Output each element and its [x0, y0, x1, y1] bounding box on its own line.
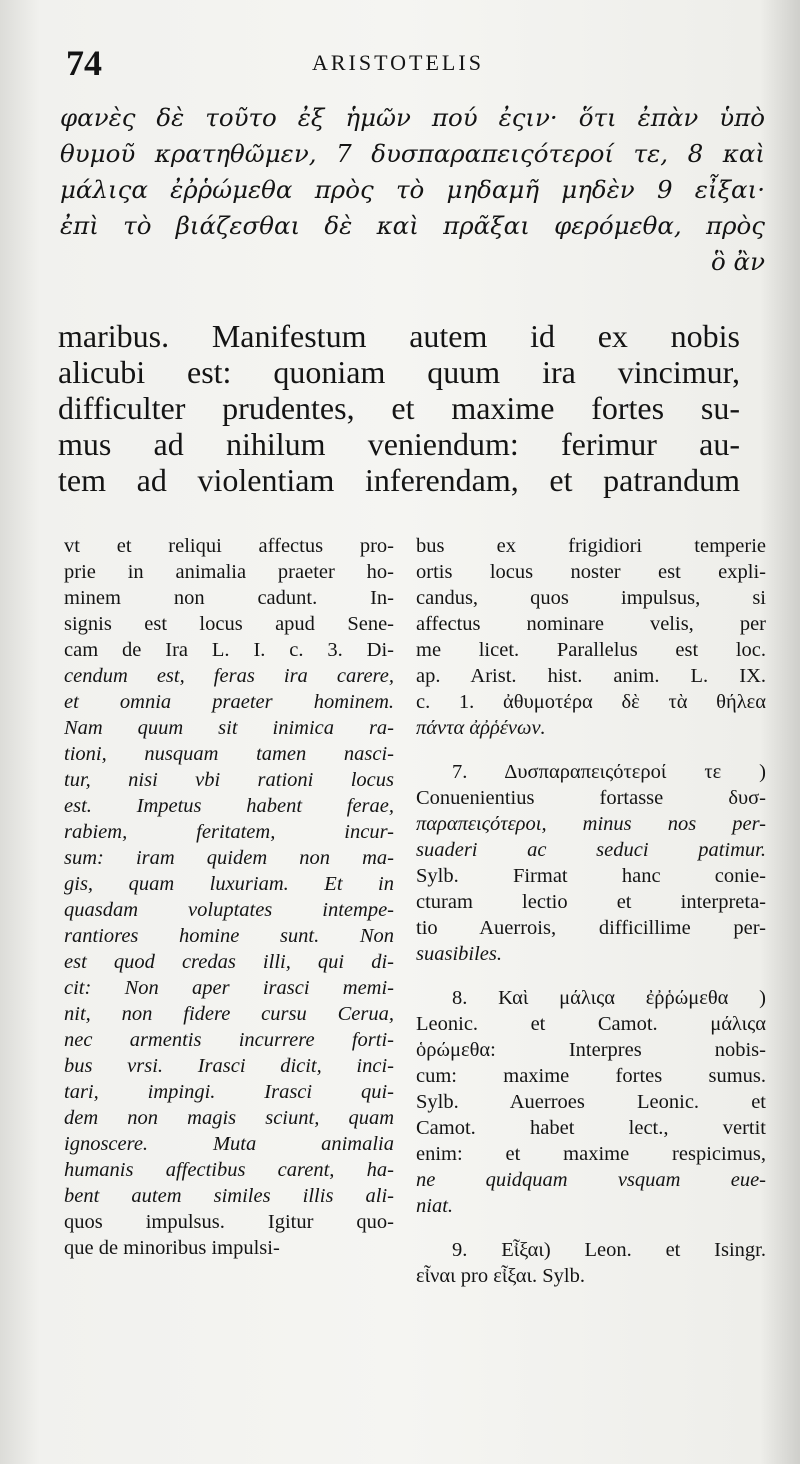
commentary-line: suaderi ac seduci patimur. — [416, 839, 766, 861]
running-title: ARISTOTELIS — [312, 50, 484, 75]
commentary-line: gis, quam luxuriam. Et in — [64, 873, 394, 895]
commentary-line: tari, impingi. Irasci qui- — [64, 1081, 394, 1103]
footnote-9-heading: 9. Εἶξαι) Leon. et Isingr. — [452, 1239, 766, 1261]
latin-translation-block — [58, 318, 740, 498]
commentary-line: et omnia praeter hominem. — [64, 691, 394, 713]
commentary-line: cum: maxime fortes sumus. — [416, 1065, 766, 1087]
page-header — [62, 42, 762, 82]
commentary-line: tio Auerrois, difficillime per- — [416, 917, 766, 939]
footnote-7-heading: 7. Δυσπαραπειςότεροί τε ) — [452, 761, 766, 783]
right-commentary-column — [416, 533, 766, 1289]
greek-line: φανὲς δὲ τοῦτο ἐξ ἡμῶν πού ἐςιν· ὅτι ἐπὰν ὑπὸ — [60, 103, 765, 132]
commentary-line: quos impulsus. Igitur quo- — [64, 1211, 394, 1233]
commentary-line: est quod credas illi, qui di- — [64, 951, 394, 973]
commentary-line: nec armentis incurrere forti- — [64, 1029, 394, 1051]
commentary-line: παραπειςότεροι, minus nos per- — [416, 813, 766, 835]
greek-line: μάλιςα ἐῤῥώμεθα πρὸς τὸ μηδαμῆ μηδὲν 9 εἶξαι· — [60, 175, 765, 204]
commentary-line: prie in animalia praeter ho- — [64, 561, 394, 583]
commentary-line: Sylb. Auerroes Leonic. et — [416, 1091, 766, 1113]
commentary-line: affectus nominare velis, per — [416, 613, 766, 635]
commentary-line: tur, nisi vbi rationi locus — [64, 769, 394, 791]
commentary-line: bent autem similes illis ali- — [64, 1185, 394, 1207]
commentary-line: bus vrsi. Irasci dicit, inci- — [64, 1055, 394, 1077]
commentary-line: dem non magis sciunt, quam — [64, 1107, 394, 1129]
note-spacer — [416, 967, 766, 985]
commentary-line: εἶναι pro εἶξαι. Sylb. — [416, 1265, 585, 1287]
commentary-line: vt et reliqui affectus pro- — [64, 535, 394, 557]
commentary-line: que de minoribus impulsi- — [64, 1237, 280, 1259]
commentary-line: enim: et maxime respicimus, — [416, 1143, 766, 1165]
commentary-line: tioni, nusquam tamen nasci- — [64, 743, 394, 765]
commentary-line: suasibiles. — [416, 943, 502, 965]
commentary-line: bus ex frigidiori temperie — [416, 535, 766, 557]
greek-text-block — [60, 100, 765, 280]
commentary-line: Conuenientius fortasse δυσ- — [416, 787, 766, 809]
commentary-line: me licet. Parallelus est loc. — [416, 639, 766, 661]
commentary-line: Nam quum sit inimica ra- — [64, 717, 394, 739]
latin-line: maribus. Manifestum autem id ex nobis — [58, 318, 740, 354]
commentary-line: rantiores homine sunt. Non — [64, 925, 394, 947]
commentary-line: πάντα ἀῤῥένων. — [416, 717, 546, 739]
latin-line: alicubi est: quoniam quum ira vincimur, — [58, 354, 740, 390]
commentary-line: nit, non fidere cursu Cerua, — [64, 1003, 394, 1025]
note-spacer — [416, 1219, 766, 1237]
commentary-line: est. Impetus habent ferae, — [64, 795, 394, 817]
commentary-line: ignoscere. Muta animalia — [64, 1133, 394, 1155]
commentary-line: candus, quos impulsus, si — [416, 587, 766, 609]
greek-line: ἐπὶ τὸ βιάζεσθαι δὲ καὶ πρᾶξαι φερόμεθα, πρὸς — [60, 211, 765, 240]
commentary-line: cendum est, feras ira carere, — [64, 665, 394, 687]
left-commentary-column — [64, 533, 394, 1261]
commentary-line: ὁρώμεθα: Interpres nobis- — [416, 1039, 766, 1061]
greek-line: θυμοῦ κρατηθῶμεν, 7 δυσπαραπειςότεροί τε, 8 καὶ — [60, 139, 765, 168]
latin-line: difficulter prudentes, et maxime fortes su- — [58, 390, 740, 426]
commentary-line: minem non cadunt. In- — [64, 587, 394, 609]
commentary-line: ne quidquam vsquam eue- — [416, 1169, 766, 1191]
commentary-line: ap. Arist. hist. anim. L. IX. — [416, 665, 766, 687]
commentary-line: Camot. habet lect., vertit — [416, 1117, 766, 1139]
commentary-line: cturam lectio et interpreta- — [416, 891, 766, 913]
note-spacer — [416, 741, 766, 759]
commentary-line: sum: iram quidem non ma- — [64, 847, 394, 869]
commentary-line: quasdam voluptates intempe- — [64, 899, 394, 921]
latin-line: mus ad nihilum veniendum: ferimur au- — [58, 426, 740, 462]
commentary-line: niat. — [416, 1195, 454, 1217]
latin-line: tem ad violentiam inferendam, et patrandum — [58, 462, 740, 498]
commentary-line: cam de Ira L. I. c. 3. Di- — [64, 639, 394, 661]
commentary-line: humanis affectibus carent, ha- — [64, 1159, 394, 1181]
page-number: 74 — [66, 43, 102, 83]
commentary-line: cit: Non aper irasci memi- — [64, 977, 394, 999]
commentary-line: rabiem, feritatem, incur- — [64, 821, 394, 843]
footnote-8-heading: 8. Καὶ μάλιςα ἐῤῥώμεθα ) — [452, 987, 766, 1009]
commentary-line: c. 1. ἀθυμοτέρα δὲ τὰ θήλεα — [416, 691, 766, 713]
commentary-line: Sylb. Firmat hanc conie- — [416, 865, 766, 887]
commentary-line: Leonic. et Camot. μάλιςα — [416, 1013, 766, 1035]
commentary-line: ortis locus noster est expli- — [416, 561, 766, 583]
greek-line: ὃ ἂν — [711, 247, 765, 276]
commentary-line: signis est locus apud Sene- — [64, 613, 394, 635]
